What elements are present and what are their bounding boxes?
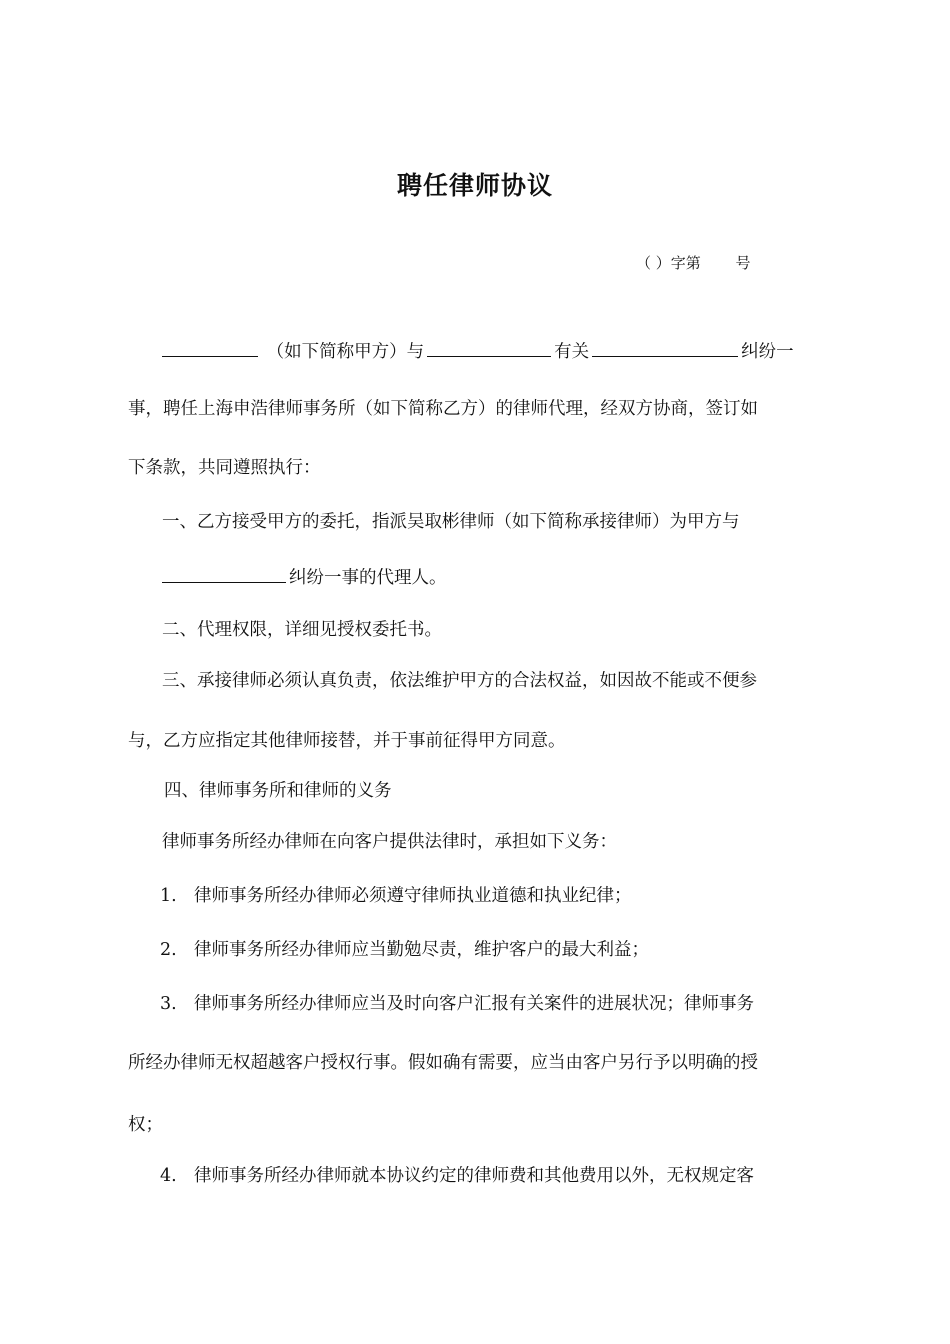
party-b-blank[interactable] (427, 338, 551, 357)
list-item-number: 3. (160, 994, 177, 1014)
intro-text-2: 有关 (554, 342, 590, 362)
document-title: 聘任律师协议 (396, 171, 553, 200)
clause-2: 二、代理权限，详细见授权委托书。 (162, 620, 442, 640)
list-item (160, 1164, 860, 1188)
intro-line-1 (162, 338, 862, 364)
clause-1-text: 纠纷一事的代理人。 (289, 568, 447, 588)
list-item (160, 884, 860, 908)
clause-3-line-1: 三、承接律师必须认真负责，依法维护甲方的合法权益，如因故不能或不便参 (162, 671, 757, 691)
list-item (160, 938, 860, 962)
list-item-text: 律师事务所经办律师应当勤勉尽责，维护客户的最大利益； (194, 940, 649, 960)
intro-text-1: （如下简称甲方）与 (266, 342, 425, 362)
clause-4-intro: 律师事务所经办律师在向客户提供法律时，承担如下义务： (162, 832, 617, 852)
clause-1-line-1: 一、乙方接受甲方的委托，指派吴取彬律师（如下简称承接律师）为甲方与 (162, 512, 740, 532)
intro-line-2: 事，聘任上海申浩律师事务所（如下简称乙方）的律师代理，经双方协商，签订如 (128, 399, 758, 419)
clause-4-heading: 四、律师事务所和律师的义务 (164, 781, 392, 801)
list-item-number: 4. (160, 1166, 177, 1186)
list-item-continuation: 权； (128, 1115, 163, 1135)
clause-3-line-2: 与，乙方应指定其他律师接替，并于事前征得甲方同意。 (128, 731, 566, 751)
list-item-text: 律师事务所经办律师必须遵守律师执业道德和执业纪律； (194, 886, 632, 906)
intro-line-3: 下条款，共同遵照执行： (128, 458, 321, 478)
list-item-number: 2. (160, 940, 177, 960)
list-item-continuation: 所经办律师无权超越客户授权行事。假如确有需要，应当由客户另行予以明确的授 (128, 1053, 758, 1073)
party-a-blank[interactable] (162, 338, 258, 357)
intro-text-3: 纠纷一 (741, 342, 794, 362)
list-item-text: 律师事务所经办律师应当及时向客户汇报有关案件的进展状况；律师事务 (194, 994, 754, 1014)
document-number: （ ）字第 号 (636, 254, 751, 272)
list-item (160, 992, 860, 1016)
list-item-number: 1. (160, 886, 177, 906)
list-item-text: 律师事务所经办律师就本协议约定的律师费和其他费用以外，无权规定客 (194, 1166, 754, 1186)
clause-1-line-2 (162, 564, 862, 590)
dispute-blank[interactable] (592, 338, 738, 357)
opponent-blank[interactable] (162, 564, 286, 583)
